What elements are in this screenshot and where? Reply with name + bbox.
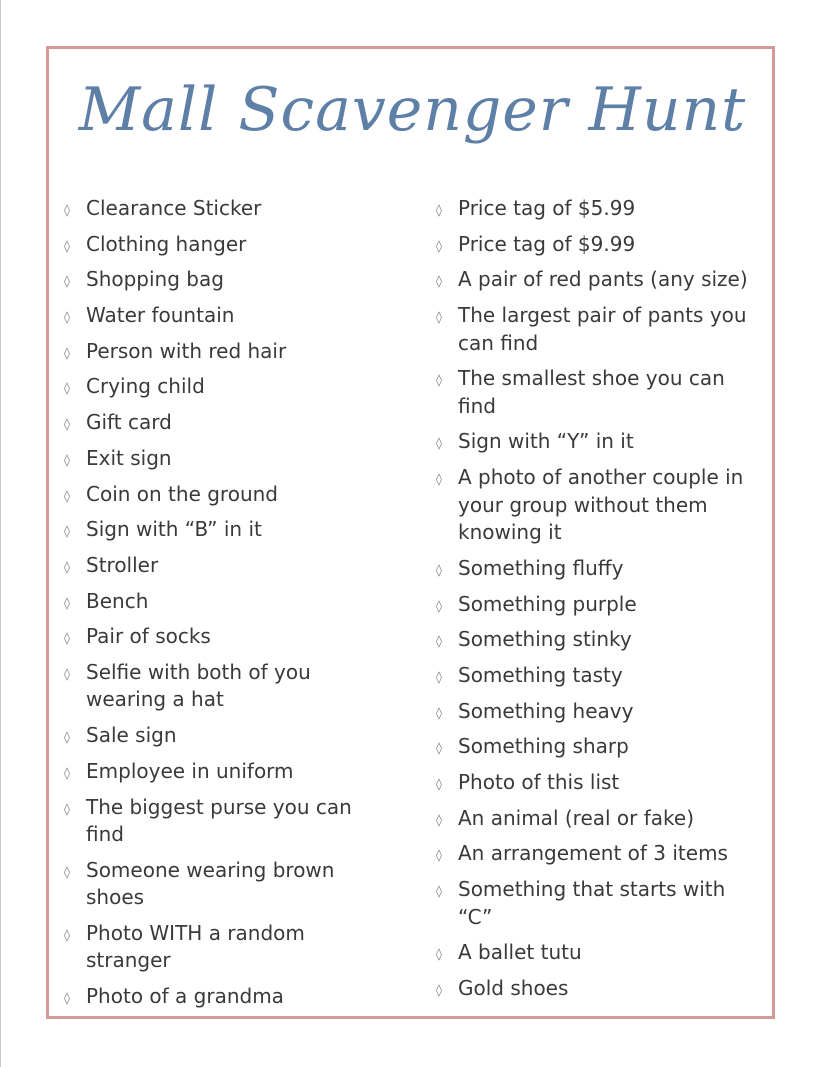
checklist-item-label: Someone wearing brown shoes <box>86 857 335 910</box>
diamond-bullet-icon: ◊ <box>436 947 442 962</box>
diamond-bullet-icon: ◊ <box>436 884 442 898</box>
checklist-item <box>432 266 762 294</box>
checklist-item-label: Crying child <box>86 374 205 399</box>
checklist-item <box>432 662 762 690</box>
checklist-item <box>432 626 762 654</box>
diamond-bullet-icon: ◊ <box>436 373 442 388</box>
diamond-bullet-icon: ◊ <box>436 982 442 997</box>
page-title: Mall Scavenger Hunt <box>78 75 747 145</box>
checklist-item <box>432 428 762 456</box>
checklist-item <box>432 591 762 619</box>
checklist-item <box>432 464 762 547</box>
checklist-item-label: Clothing hanger <box>86 231 247 256</box>
checklist-item <box>60 659 360 714</box>
diamond-bullet-icon: ◊ <box>64 801 70 816</box>
checklist-item-label: Water fountain <box>86 303 235 328</box>
checklist-right-column <box>432 195 762 1011</box>
checklist-item <box>60 409 360 437</box>
diamond-bullet-icon: ◊ <box>64 203 70 217</box>
diamond-bullet-icon: ◊ <box>436 238 442 253</box>
checklist-item-label: Pair of socks <box>86 624 211 649</box>
checklist-item-label: Clearance Sticker <box>86 196 262 220</box>
checklist-item-label: Employee in uniform <box>86 758 294 783</box>
checklist-item <box>432 876 762 931</box>
checklist-item <box>432 805 762 833</box>
diamond-bullet-icon: ◊ <box>64 559 70 574</box>
checklist-item-label: Exit sign <box>86 445 172 470</box>
diamond-bullet-icon: ◊ <box>436 598 442 613</box>
diamond-bullet-icon: ◊ <box>436 705 442 720</box>
diamond-bullet-icon: ◊ <box>64 991 70 1006</box>
diamond-bullet-icon: ◊ <box>436 634 442 649</box>
checklist-item <box>60 983 360 1011</box>
checklist-item <box>432 302 762 357</box>
checklist-item-label: The smallest shoe you can find <box>458 366 725 418</box>
checklist-item <box>60 266 360 294</box>
diamond-bullet-icon: ◊ <box>436 203 442 217</box>
checklist-item <box>432 840 762 868</box>
checklist-item-label: Sale sign <box>86 723 177 748</box>
checklist-item <box>60 195 360 223</box>
checklist-item <box>60 623 360 651</box>
diamond-bullet-icon: ◊ <box>436 669 442 684</box>
diamond-bullet-icon: ◊ <box>64 730 70 745</box>
diamond-bullet-icon: ◊ <box>64 595 70 610</box>
checklist-item-label: Photo WITH a random stranger <box>86 920 305 973</box>
diamond-bullet-icon: ◊ <box>436 274 442 289</box>
checklist-item <box>60 857 360 912</box>
diamond-bullet-icon: ◊ <box>64 666 70 681</box>
checklist-item-label: Coin on the ground <box>86 481 279 506</box>
diamond-bullet-icon: ◊ <box>64 452 70 467</box>
diamond-bullet-icon: ◊ <box>64 631 70 646</box>
diamond-bullet-icon: ◊ <box>64 524 70 539</box>
checklist-item-label: The biggest purse you can find <box>86 794 352 846</box>
diamond-bullet-icon: ◊ <box>436 776 442 791</box>
checklist-item <box>60 445 360 473</box>
checklist-item-label: Something purple <box>458 591 637 616</box>
checklist-item <box>60 920 360 975</box>
checklist-item-label: A ballet tutu <box>458 940 582 965</box>
diamond-bullet-icon: ◊ <box>436 472 442 487</box>
checklist-item-label: Gift card <box>86 410 172 435</box>
checklist-item-label: A pair of red pants (any size) <box>458 267 748 292</box>
checklist-item-label: The largest pair of pants you can find <box>458 303 747 355</box>
checklist-item <box>60 302 360 330</box>
checklist-item-label: Stroller <box>86 552 159 577</box>
checklist-item-label: An animal (real or fake) <box>458 805 695 830</box>
checklist-item-label: Shopping bag <box>86 267 224 292</box>
diamond-bullet-icon: ◊ <box>64 488 70 503</box>
checklist-item <box>432 231 762 259</box>
checklist-item-label: An arrangement of 3 items <box>458 841 728 866</box>
checklist-item-label: Sign with “B” in it <box>86 517 262 542</box>
page-edge-line <box>0 0 1 1067</box>
checklist-item-label: Gold shoes <box>458 975 569 1000</box>
diamond-bullet-icon: ◊ <box>64 417 70 432</box>
checklist-item-label: Something that starts with “C” <box>458 877 726 929</box>
diamond-bullet-icon: ◊ <box>436 848 442 863</box>
checklist-item-label: Photo of a grandma <box>86 984 284 1009</box>
checklist-left-column <box>60 195 360 1019</box>
checklist-item-label: Something heavy <box>458 698 634 723</box>
diamond-bullet-icon: ◊ <box>64 238 70 253</box>
checklist-item <box>432 365 762 420</box>
checklist-item <box>60 552 360 580</box>
checklist-item-label: Bench <box>86 588 149 613</box>
checklist-item-label: Selfie with both of you wearing a hat <box>86 659 311 712</box>
checklist-item <box>60 516 360 544</box>
checklist-item-label: Something fluffy <box>458 555 624 580</box>
diamond-bullet-icon: ◊ <box>436 310 442 325</box>
diamond-bullet-icon: ◊ <box>64 345 70 360</box>
diamond-bullet-icon: ◊ <box>436 436 442 451</box>
checklist-item-label: Photo of this list <box>458 769 620 794</box>
diamond-bullet-icon: ◊ <box>64 310 70 325</box>
diamond-bullet-icon: ◊ <box>64 765 70 780</box>
checklist-item <box>60 481 360 509</box>
checklist-item <box>432 769 762 797</box>
diamond-bullet-icon: ◊ <box>436 562 442 577</box>
checklist-item-label: Something stinky <box>458 627 632 652</box>
diamond-bullet-icon: ◊ <box>436 812 442 827</box>
checklist-item <box>432 733 762 761</box>
diamond-bullet-icon: ◊ <box>64 927 70 942</box>
checklist-item <box>60 338 360 366</box>
checklist-item-label: Price tag of $5.99 <box>458 196 636 220</box>
diamond-bullet-icon: ◊ <box>64 274 70 289</box>
checklist-item-label: Something tasty <box>458 662 623 687</box>
checklist-item <box>432 939 762 967</box>
checklist-item <box>60 722 360 750</box>
checklist-item <box>432 698 762 726</box>
checklist-item <box>60 758 360 786</box>
checklist-item <box>60 794 360 849</box>
checklist-item <box>60 588 360 616</box>
checklist-item-label: Sign with “Y” in it <box>458 429 634 454</box>
checklist-item <box>432 975 762 1003</box>
checklist-item-label: Something sharp <box>458 734 629 759</box>
checklist-item <box>432 195 762 223</box>
checklist-item-label: Person with red hair <box>86 338 287 363</box>
checklist-item-label: Price tag of $9.99 <box>458 231 636 256</box>
diamond-bullet-icon: ◊ <box>64 381 70 396</box>
checklist-item <box>60 231 360 259</box>
checklist-item-label: A photo of another couple in your group without them knowing it <box>458 465 744 545</box>
checklist-item <box>432 555 762 583</box>
checklist-item <box>60 373 360 401</box>
diamond-bullet-icon: ◊ <box>436 741 442 756</box>
diamond-bullet-icon: ◊ <box>64 864 70 879</box>
